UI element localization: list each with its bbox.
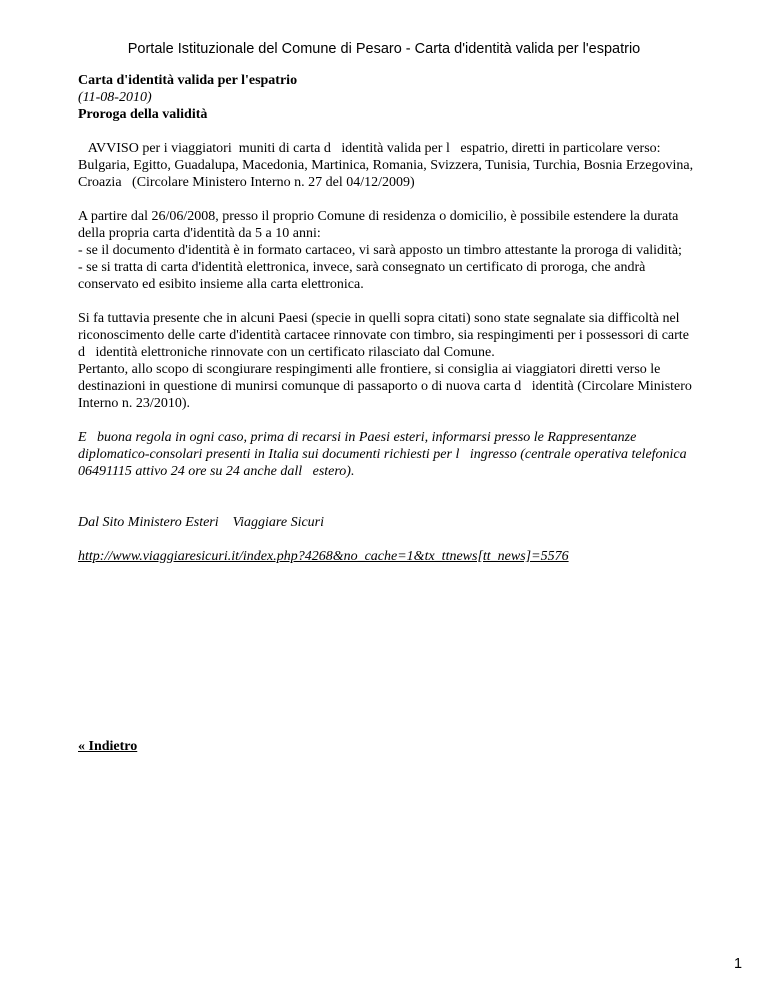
paragraph-line: - se il documento d'identità è in formato cartaceo, vi sarà apposto un timbro attestante la proroga di validità; [78, 243, 682, 258]
spacer [78, 412, 718, 429]
spacer [78, 531, 718, 548]
article-body [78, 72, 718, 565]
page-number: 1 [734, 956, 743, 972]
spacer [78, 123, 718, 140]
spacer [78, 480, 718, 514]
article-subtitle: Proroga della validità [78, 107, 208, 122]
back-button[interactable]: « Indietro [78, 739, 138, 754]
paragraph-line: diplomatico-consolari presenti in Italia sui documenti richiesti per l ingresso (centrale operativa telefonica [78, 447, 687, 462]
article-title: Carta d'identità valida per l'espatrio [78, 73, 298, 88]
paragraph-line: Bulgaria, Egitto, Guadalupa, Macedonia, Martinica, Romania, Svizzera, Tunisia, Turchia, Bosnia Erzegovina, [78, 158, 694, 173]
paragraph-line: Croazia (Circolare Ministero Interno n. 27 del 04/12/2009) [78, 175, 415, 190]
spacer [78, 293, 718, 310]
notice-paragraph [78, 140, 718, 191]
warning-paragraph [78, 310, 718, 412]
paragraph-line: Pertanto, allo scopo di scongiurare respingimenti alle frontiere, si consiglia ai viaggiatori diretti verso le [78, 362, 661, 377]
paragraph-line: AVVISO per i viaggiatori muniti di carta d identità valida per l espatrio, diretti in particolare verso: [78, 141, 661, 156]
paragraph-line: Si fa tuttavia presente che in alcuni Paesi (specie in quelli sopra citati) sono state segnalate sia difficoltà nel [78, 311, 680, 326]
source-link[interactable]: http://www.viaggiaresicuri.it/index.php?4268&no_cache=1&tx_ttnews[tt_news]=5576 [78, 549, 569, 564]
paragraph-line: Interno n. 23/2010). [78, 396, 190, 411]
paragraph-line: riconoscimento delle carte d'identità cartacee rinnovate con timbro, sia respingimenti per i possessori di carte [78, 328, 689, 343]
page-header: Portale Istituzionale del Comune di Pesaro - Carta d'identità valida per l'espatrio [127, 41, 641, 57]
article-date: (11-08-2010) [78, 90, 152, 105]
paragraph-line: d identità elettroniche rinnovate con un certificato rilasciato dal Comune. [78, 345, 495, 360]
paragraph-line: 06491115 attivo 24 ore su 24 anche dall estero). [78, 464, 355, 479]
paragraph-line: - se si tratta di carta d'identità elettronica, invece, sarà consegnato un certificato di proroga, che andrà [78, 260, 646, 275]
source-credit: Dal Sito Ministero Esteri Viaggiare Sicuri [78, 515, 325, 530]
paragraph-line: conservato ed esibito insieme alla carta elettronica. [78, 277, 364, 292]
paragraph-line: E buona regola in ogni caso, prima di recarsi in Paesi esteri, informarsi presso le Rappresentanze [78, 430, 637, 445]
spacer [78, 191, 718, 208]
advice-paragraph [78, 429, 718, 480]
paragraph-line: A partire dal 26/06/2008, presso il proprio Comune di residenza o domicilio, è possibile estendere la durata [78, 209, 679, 224]
extension-paragraph [78, 208, 718, 293]
paragraph-line: della propria carta d'identità da 5 a 10 anni: [78, 226, 321, 241]
paragraph-line: destinazioni in questione di munirsi comunque di passaporto o di nuova carta d identità (Circolare Ministero [78, 379, 692, 394]
